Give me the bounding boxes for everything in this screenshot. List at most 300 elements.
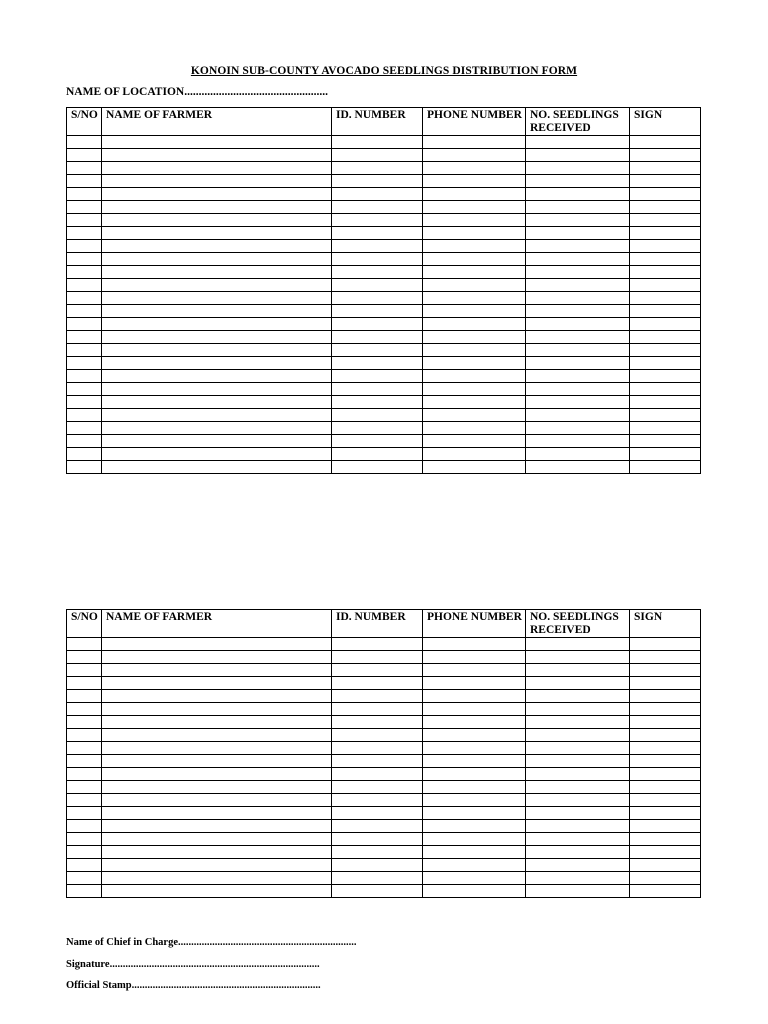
seedlings-cell[interactable] (526, 266, 630, 279)
phone-number-cell[interactable] (423, 422, 526, 435)
seedlings-cell[interactable] (526, 768, 630, 781)
phone-number-cell[interactable] (423, 755, 526, 768)
sign-cell[interactable] (630, 820, 701, 833)
seedlings-cell[interactable] (526, 794, 630, 807)
sign-cell[interactable] (630, 318, 701, 331)
id-number-cell[interactable] (332, 794, 423, 807)
table-row (67, 820, 701, 833)
table-row (67, 833, 701, 846)
id-number-cell[interactable] (332, 240, 423, 253)
id-number-cell[interactable] (332, 227, 423, 240)
sno-cell[interactable] (67, 201, 102, 214)
seedlings-cell[interactable] (526, 664, 630, 677)
sign-cell[interactable] (630, 638, 701, 651)
phone-number-cell[interactable] (423, 175, 526, 188)
sno-cell[interactable] (67, 214, 102, 227)
sign-cell[interactable] (630, 162, 701, 175)
sign-cell[interactable] (630, 716, 701, 729)
farmer-name-cell[interactable] (102, 227, 332, 240)
table-row (67, 357, 701, 370)
seedlings-cell[interactable] (526, 690, 630, 703)
seedlings-cell[interactable] (526, 461, 630, 474)
phone-number-cell[interactable] (423, 690, 526, 703)
seedlings-cell[interactable] (526, 729, 630, 742)
sign-cell[interactable] (630, 729, 701, 742)
header-seedlings-received: NO. SEEDLINGS RECEIVED (526, 610, 630, 638)
seedlings-cell[interactable] (526, 357, 630, 370)
farmer-name-cell[interactable] (102, 833, 332, 846)
seedlings-cell[interactable] (526, 448, 630, 461)
sign-cell[interactable] (630, 357, 701, 370)
id-number-cell[interactable] (332, 383, 423, 396)
sign-cell[interactable] (630, 331, 701, 344)
id-number-cell[interactable] (332, 729, 423, 742)
farmer-name-cell[interactable] (102, 344, 332, 357)
sign-cell[interactable] (630, 768, 701, 781)
sign-cell[interactable] (630, 885, 701, 898)
phone-number-cell[interactable] (423, 729, 526, 742)
sno-cell[interactable] (67, 833, 102, 846)
table-row (67, 859, 701, 872)
id-number-cell[interactable] (332, 201, 423, 214)
sno-cell[interactable] (67, 175, 102, 188)
phone-number-cell[interactable] (423, 305, 526, 318)
seedlings-cell[interactable] (526, 253, 630, 266)
sign-cell[interactable] (630, 136, 701, 149)
phone-number-cell[interactable] (423, 677, 526, 690)
sno-cell[interactable] (67, 370, 102, 383)
id-number-cell[interactable] (332, 781, 423, 794)
table-row (67, 807, 701, 820)
phone-number-cell[interactable] (423, 188, 526, 201)
farmer-name-cell[interactable] (102, 188, 332, 201)
sno-cell[interactable] (67, 357, 102, 370)
id-number-cell[interactable] (332, 396, 423, 409)
sno-cell[interactable] (67, 136, 102, 149)
id-number-cell[interactable] (332, 136, 423, 149)
sign-cell[interactable] (630, 383, 701, 396)
phone-number-cell[interactable] (423, 318, 526, 331)
header-phone-number: PHONE NUMBER (423, 610, 526, 638)
phone-number-cell[interactable] (423, 461, 526, 474)
sign-cell[interactable] (630, 859, 701, 872)
id-number-cell[interactable] (332, 742, 423, 755)
id-number-cell[interactable] (332, 292, 423, 305)
sign-cell[interactable] (630, 409, 701, 422)
seedlings-cell[interactable] (526, 396, 630, 409)
farmer-name-cell[interactable] (102, 859, 332, 872)
id-number-cell[interactable] (332, 872, 423, 885)
sign-cell[interactable] (630, 448, 701, 461)
sno-cell[interactable] (67, 651, 102, 664)
sno-cell[interactable] (67, 344, 102, 357)
phone-number-cell[interactable] (423, 292, 526, 305)
sno-cell[interactable] (67, 677, 102, 690)
sno-cell[interactable] (67, 279, 102, 292)
sign-cell[interactable] (630, 755, 701, 768)
sno-cell[interactable] (67, 305, 102, 318)
farmer-name-cell[interactable] (102, 175, 332, 188)
sign-cell[interactable] (630, 149, 701, 162)
sign-cell[interactable] (630, 794, 701, 807)
id-number-cell[interactable] (332, 370, 423, 383)
sign-cell[interactable] (630, 214, 701, 227)
sno-cell[interactable] (67, 240, 102, 253)
farmer-name-cell[interactable] (102, 651, 332, 664)
table-row (67, 651, 701, 664)
seedlings-cell[interactable] (526, 742, 630, 755)
sign-cell[interactable] (630, 703, 701, 716)
phone-number-cell[interactable] (423, 833, 526, 846)
seedlings-cell[interactable] (526, 846, 630, 859)
farmer-name-cell[interactable] (102, 716, 332, 729)
seedlings-cell[interactable] (526, 638, 630, 651)
farmer-name-cell[interactable] (102, 136, 332, 149)
sno-cell[interactable] (67, 716, 102, 729)
sno-cell[interactable] (67, 383, 102, 396)
farmer-name-cell[interactable] (102, 690, 332, 703)
seedlings-cell[interactable] (526, 279, 630, 292)
farmer-name-cell[interactable] (102, 331, 332, 344)
phone-number-cell[interactable] (423, 742, 526, 755)
farmer-name-cell[interactable] (102, 461, 332, 474)
id-number-cell[interactable] (332, 755, 423, 768)
seedlings-cell[interactable] (526, 331, 630, 344)
sno-cell[interactable] (67, 781, 102, 794)
phone-number-cell[interactable] (423, 448, 526, 461)
id-number-cell[interactable] (332, 149, 423, 162)
phone-number-cell[interactable] (423, 279, 526, 292)
phone-number-cell[interactable] (423, 638, 526, 651)
header-seedlings-received: NO. SEEDLINGS RECEIVED (526, 108, 630, 136)
seedlings-cell[interactable] (526, 716, 630, 729)
sno-cell[interactable] (67, 409, 102, 422)
phone-number-cell[interactable] (423, 716, 526, 729)
seedlings-cell[interactable] (526, 214, 630, 227)
seedlings-cell[interactable] (526, 885, 630, 898)
sign-cell[interactable] (630, 690, 701, 703)
phone-number-cell[interactable] (423, 136, 526, 149)
table-row (67, 162, 701, 175)
signature-field: Signature................................................................................ (66, 959, 320, 970)
sno-cell[interactable] (67, 846, 102, 859)
id-number-cell[interactable] (332, 253, 423, 266)
farmer-name-cell[interactable] (102, 266, 332, 279)
header-sign: SIGN (630, 610, 701, 638)
id-number-cell[interactable] (332, 279, 423, 292)
phone-number-cell[interactable] (423, 357, 526, 370)
id-number-cell[interactable] (332, 885, 423, 898)
seedlings-cell[interactable] (526, 781, 630, 794)
id-number-cell[interactable] (332, 331, 423, 344)
sno-cell[interactable] (67, 664, 102, 677)
phone-number-cell[interactable] (423, 240, 526, 253)
id-number-cell[interactable] (332, 703, 423, 716)
farmer-name-cell[interactable] (102, 305, 332, 318)
phone-number-cell[interactable] (423, 162, 526, 175)
farmer-name-cell[interactable] (102, 729, 332, 742)
farmer-name-cell[interactable] (102, 781, 332, 794)
sno-cell[interactable] (67, 253, 102, 266)
sign-cell[interactable] (630, 677, 701, 690)
seedlings-cell[interactable] (526, 833, 630, 846)
id-number-cell[interactable] (332, 175, 423, 188)
id-number-cell[interactable] (332, 409, 423, 422)
id-number-cell[interactable] (332, 266, 423, 279)
phone-number-cell[interactable] (423, 435, 526, 448)
seedlings-cell[interactable] (526, 175, 630, 188)
id-number-cell[interactable] (332, 638, 423, 651)
phone-number-cell[interactable] (423, 664, 526, 677)
farmer-name-cell[interactable] (102, 872, 332, 885)
sno-cell[interactable] (67, 768, 102, 781)
sign-cell[interactable] (630, 461, 701, 474)
farmer-name-cell[interactable] (102, 357, 332, 370)
seedlings-cell[interactable] (526, 422, 630, 435)
seedlings-cell[interactable] (526, 872, 630, 885)
sno-cell[interactable] (67, 435, 102, 448)
phone-number-cell[interactable] (423, 846, 526, 859)
seedlings-cell[interactable] (526, 149, 630, 162)
phone-number-cell[interactable] (423, 149, 526, 162)
seedlings-cell[interactable] (526, 859, 630, 872)
sno-cell[interactable] (67, 292, 102, 305)
seedlings-cell[interactable] (526, 370, 630, 383)
sno-cell[interactable] (67, 859, 102, 872)
seedlings-cell[interactable] (526, 703, 630, 716)
seedlings-cell[interactable] (526, 227, 630, 240)
id-number-cell[interactable] (332, 651, 423, 664)
seedlings-cell[interactable] (526, 383, 630, 396)
table-row (67, 409, 701, 422)
farmer-name-cell[interactable] (102, 383, 332, 396)
farmer-name-cell[interactable] (102, 807, 332, 820)
id-number-cell[interactable] (332, 188, 423, 201)
table-row (67, 846, 701, 859)
farmer-name-cell[interactable] (102, 820, 332, 833)
id-number-cell[interactable] (332, 162, 423, 175)
id-number-cell[interactable] (332, 716, 423, 729)
seedlings-cell[interactable] (526, 344, 630, 357)
phone-number-cell[interactable] (423, 370, 526, 383)
farmer-name-cell[interactable] (102, 253, 332, 266)
sign-cell[interactable] (630, 807, 701, 820)
header-sign: SIGN (630, 108, 701, 136)
sign-cell[interactable] (630, 742, 701, 755)
phone-number-cell[interactable] (423, 781, 526, 794)
sign-cell[interactable] (630, 396, 701, 409)
sign-cell[interactable] (630, 846, 701, 859)
table-row (67, 885, 701, 898)
phone-number-cell[interactable] (423, 331, 526, 344)
farmer-name-cell[interactable] (102, 794, 332, 807)
id-number-cell[interactable] (332, 422, 423, 435)
seedlings-cell[interactable] (526, 188, 630, 201)
sign-cell[interactable] (630, 833, 701, 846)
seedlings-cell[interactable] (526, 162, 630, 175)
sno-cell[interactable] (67, 703, 102, 716)
sign-cell[interactable] (630, 227, 701, 240)
phone-number-cell[interactable] (423, 859, 526, 872)
phone-number-cell[interactable] (423, 253, 526, 266)
seedlings-cell[interactable] (526, 201, 630, 214)
id-number-cell[interactable] (332, 448, 423, 461)
table-row (67, 422, 701, 435)
id-number-cell[interactable] (332, 664, 423, 677)
sign-cell[interactable] (630, 435, 701, 448)
sno-cell[interactable] (67, 331, 102, 344)
table-row (67, 755, 701, 768)
phone-number-cell[interactable] (423, 651, 526, 664)
sno-cell[interactable] (67, 885, 102, 898)
sno-cell[interactable] (67, 149, 102, 162)
farmer-name-cell[interactable] (102, 435, 332, 448)
seedlings-cell[interactable] (526, 820, 630, 833)
sign-cell[interactable] (630, 651, 701, 664)
id-number-cell[interactable] (332, 344, 423, 357)
sign-cell[interactable] (630, 344, 701, 357)
table-row (67, 716, 701, 729)
id-number-cell[interactable] (332, 357, 423, 370)
sno-cell[interactable] (67, 318, 102, 331)
sno-cell[interactable] (67, 729, 102, 742)
sno-cell[interactable] (67, 396, 102, 409)
sign-cell[interactable] (630, 664, 701, 677)
id-number-cell[interactable] (332, 305, 423, 318)
farmer-name-cell[interactable] (102, 409, 332, 422)
farmer-name-cell[interactable] (102, 885, 332, 898)
seedlings-cell[interactable] (526, 240, 630, 253)
farmer-name-cell[interactable] (102, 318, 332, 331)
sno-cell[interactable] (67, 820, 102, 833)
id-number-cell[interactable] (332, 690, 423, 703)
seedlings-cell[interactable] (526, 651, 630, 664)
id-number-cell[interactable] (332, 677, 423, 690)
sign-cell[interactable] (630, 872, 701, 885)
phone-number-cell[interactable] (423, 807, 526, 820)
phone-number-cell[interactable] (423, 794, 526, 807)
farmer-name-cell[interactable] (102, 279, 332, 292)
id-number-cell[interactable] (332, 807, 423, 820)
farmer-name-cell[interactable] (102, 149, 332, 162)
sign-cell[interactable] (630, 370, 701, 383)
sign-cell[interactable] (630, 781, 701, 794)
phone-number-cell[interactable] (423, 885, 526, 898)
phone-number-cell[interactable] (423, 820, 526, 833)
sign-cell[interactable] (630, 201, 701, 214)
farmer-name-cell[interactable] (102, 240, 332, 253)
seedlings-cell[interactable] (526, 136, 630, 149)
seedlings-cell[interactable] (526, 755, 630, 768)
id-number-cell[interactable] (332, 768, 423, 781)
sign-cell[interactable] (630, 240, 701, 253)
sno-cell[interactable] (67, 638, 102, 651)
farmer-name-cell[interactable] (102, 703, 332, 716)
farmer-name-cell[interactable] (102, 846, 332, 859)
sno-cell[interactable] (67, 448, 102, 461)
sno-cell[interactable] (67, 266, 102, 279)
farmer-name-cell[interactable] (102, 664, 332, 677)
farmer-name-cell[interactable] (102, 742, 332, 755)
sign-cell[interactable] (630, 305, 701, 318)
table-row (67, 664, 701, 677)
seedlings-cell[interactable] (526, 409, 630, 422)
seedlings-cell[interactable] (526, 807, 630, 820)
sno-cell[interactable] (67, 461, 102, 474)
id-number-cell[interactable] (332, 214, 423, 227)
phone-number-cell[interactable] (423, 344, 526, 357)
sno-cell[interactable] (67, 742, 102, 755)
farmer-name-cell[interactable] (102, 448, 332, 461)
sno-cell[interactable] (67, 422, 102, 435)
sno-cell[interactable] (67, 755, 102, 768)
phone-number-cell[interactable] (423, 383, 526, 396)
table-row (67, 240, 701, 253)
sign-cell[interactable] (630, 175, 701, 188)
phone-number-cell[interactable] (423, 872, 526, 885)
farmer-name-cell[interactable] (102, 214, 332, 227)
farmer-name-cell[interactable] (102, 162, 332, 175)
sign-cell[interactable] (630, 292, 701, 305)
sign-cell[interactable] (630, 253, 701, 266)
sno-cell[interactable] (67, 690, 102, 703)
phone-number-cell[interactable] (423, 409, 526, 422)
farmer-name-cell[interactable] (102, 755, 332, 768)
id-number-cell[interactable] (332, 846, 423, 859)
sno-cell[interactable] (67, 162, 102, 175)
farmer-name-cell[interactable] (102, 396, 332, 409)
sno-cell[interactable] (67, 872, 102, 885)
phone-number-cell[interactable] (423, 266, 526, 279)
phone-number-cell[interactable] (423, 768, 526, 781)
id-number-cell[interactable] (332, 318, 423, 331)
seedlings-cell[interactable] (526, 677, 630, 690)
sign-cell[interactable] (630, 279, 701, 292)
table-row (67, 344, 701, 357)
phone-number-cell[interactable] (423, 201, 526, 214)
sign-cell[interactable] (630, 422, 701, 435)
id-number-cell[interactable] (332, 435, 423, 448)
farmer-name-cell[interactable] (102, 370, 332, 383)
seedlings-cell[interactable] (526, 435, 630, 448)
sno-cell[interactable] (67, 227, 102, 240)
id-number-cell[interactable] (332, 859, 423, 872)
phone-number-cell[interactable] (423, 227, 526, 240)
id-number-cell[interactable] (332, 461, 423, 474)
farmer-name-cell[interactable] (102, 292, 332, 305)
sno-cell[interactable] (67, 794, 102, 807)
farmer-name-cell[interactable] (102, 677, 332, 690)
seedlings-cell[interactable] (526, 292, 630, 305)
sno-cell[interactable] (67, 807, 102, 820)
sign-cell[interactable] (630, 266, 701, 279)
phone-number-cell[interactable] (423, 396, 526, 409)
id-number-cell[interactable] (332, 820, 423, 833)
table-row (67, 279, 701, 292)
farmer-name-cell[interactable] (102, 768, 332, 781)
phone-number-cell[interactable] (423, 214, 526, 227)
id-number-cell[interactable] (332, 833, 423, 846)
farmer-name-cell[interactable] (102, 638, 332, 651)
farmer-name-cell[interactable] (102, 422, 332, 435)
sno-cell[interactable] (67, 188, 102, 201)
table-row (67, 292, 701, 305)
seedlings-cell[interactable] (526, 305, 630, 318)
sign-cell[interactable] (630, 188, 701, 201)
phone-number-cell[interactable] (423, 703, 526, 716)
seedlings-cell[interactable] (526, 318, 630, 331)
farmer-name-cell[interactable] (102, 201, 332, 214)
